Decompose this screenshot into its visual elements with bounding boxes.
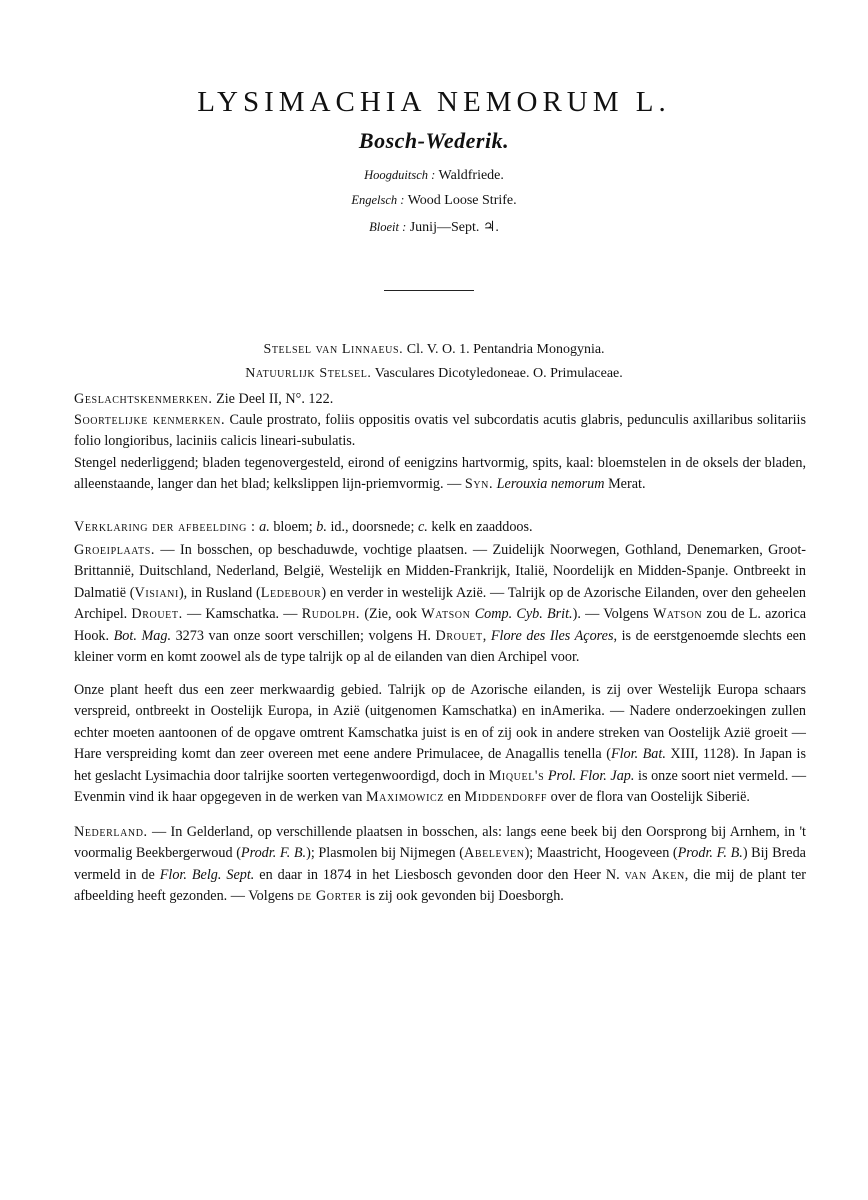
english-name-line xyxy=(0,193,868,209)
drouet-author-2: Drouet xyxy=(435,627,483,644)
syn-label: Syn. xyxy=(464,476,494,493)
dutch-description: Stengel nederliggend; bladen tegenovergesteld, eirond of eenigzins hartvormig, spits, kaal: bloemstelen in de oksels der bladen, alleenstaande, langer dan het blad; kelkslippen lijn-priemvormig. — xyxy=(74,455,806,493)
habitat-text-9: , is de eerstgenoemde slechts een kleiner vorm en komt zoowel als de type talrijk op al de eilanden van dien Archipel voor. xyxy=(74,627,807,666)
nl-text-6: , die mij de plant ter afbeelding heeft gezonden. — Volgens xyxy=(74,866,806,905)
genus-paragraph xyxy=(74,389,806,410)
natural-system-line xyxy=(0,366,868,382)
page-title: LYSIMACHIA NEMORUM L. xyxy=(197,86,671,118)
habitat-text-6: ). — Volgens xyxy=(572,606,649,623)
nl-text-2: ); Plasmolen bij Nijmegen ( xyxy=(306,845,464,862)
english-value: Wood Loose Strife. xyxy=(407,193,517,208)
genus-text: Zie Deel II, N°. 122. xyxy=(216,391,334,407)
habitat-label: Groeiplaats. xyxy=(74,542,155,558)
german-label: Hoogduitsch : xyxy=(364,168,436,182)
figure-label: Verklaring der afbeelding : xyxy=(74,519,256,535)
prodr-fb-ref-2: Prodr. F. B. xyxy=(677,845,743,862)
flor-bat-ref: Flor. Bat. xyxy=(610,746,666,763)
range-text-1: Onze plant heeft dus een zeer merkwaardig gebied. Talrijk op de Azorische eilanden, is zij over Westelijk Europa schaars verspreid, ontbreekt in Oostelijk Europa, in Azië (uitgenomen Kamschatka) en inAmerika. — Nadere onderzoekingen zullen echter moeten aantoonen of de opgave omtrent Kamschatka juist is en of zij ook in andere streken van Oostelijk Azië groeit — Hare verspreiding komt dan zeer overeen met eene andere Primulacee, de Anagallis tenella ( xyxy=(74,682,806,763)
netherlands-paragraph xyxy=(74,822,806,908)
de-gorter-author: de Gorter xyxy=(297,888,362,905)
range-text-4: en xyxy=(447,789,461,806)
habitat-text-5: (Zie, ook xyxy=(364,606,417,623)
flor-belg-ref: Flor. Belg. Sept. xyxy=(159,866,255,883)
species-text: Caule prostrato, foliis oppositis ovatis vel subcordatis acutis glabris, pedunculis axillaribus solitariis folio longioribus, laciniis calicis lineari-subulatis. xyxy=(74,412,806,450)
linnaeus-system-line xyxy=(0,342,868,358)
nl-text-4: ) Bij Breda vermeld in de xyxy=(74,845,806,883)
habitat-paragraph: Groeiplaats. — In bosschen, op beschaduwde, vochtige plaatsen. — Zuidelijk Noorwegen, Gothland, Denemarken, Groot-Brittannië, Duitschland, Nederland, België, Westelijk en Midden-Frankrijk, Italië, Noordelijk en Midden-Spanje. Ontbreekt in Dalmatië (Visiani), in Rusland (Ledebour) en verder in westelijk Azië. — Talrijk op de Azorische Eilanden, over den geheelen Archipel. Drouet. — Kamschatka. — Rudolph. (Zie, ook Watson Comp. Cyb. Brit.). — Volgens Watson zou de L. azorica Hook. Bot. Mag. 3273 van onze soort verschillen; volgens H. Drouet, Flore des Iles Açores, is de eerstgenoemde slechts een kleiner vorm en komt zoowel als de type talrijk op al de eilanden van dien Archipel voor. xyxy=(74,542,807,666)
comp-cyb-ref: Comp. Cyb. Brit. xyxy=(474,606,573,623)
figure-a-text: bloem; xyxy=(273,519,313,535)
dutch-description-paragraph xyxy=(74,453,806,496)
drouet-author: Drouet. xyxy=(131,606,183,623)
nl-text-1: — In Gelderland, op verschillende plaatsen in bosschen, als: langs eene beek bij den Oorsprong bij Arnhem, in 't voormalig Beekbergerwoud ( xyxy=(74,824,806,862)
range-text-5: over de flora van Oostelijk Siberië. xyxy=(550,789,750,806)
genus-label: Geslachtskenmerken. xyxy=(74,391,213,407)
natural-label: Natuurlijk Stelsel. xyxy=(245,366,372,381)
watson-author-2: Watson xyxy=(652,606,703,623)
nl-text-5: en daar in 1874 in het Liesbosch gevonden door den Heer N. xyxy=(259,866,620,883)
prol-flor-jap-ref: Prol. Flor. Jap. xyxy=(547,767,635,784)
figure-explanation-paragraph xyxy=(74,517,806,538)
german-value: Waldfriede. xyxy=(438,168,504,183)
species-paragraph xyxy=(74,410,806,453)
range-paragraph xyxy=(74,680,806,808)
figure-c-text: kelk en zaaddoos. xyxy=(431,519,533,535)
linnaeus-value: Cl. V. O. 1. Pentandria Monogynia. xyxy=(406,342,605,357)
figure-b-key: b. xyxy=(316,519,327,535)
habitat-text-3: ) en verder in westelijk Azië. — Talrijk op de Azorische Eilanden, over den geheelen Archipel. xyxy=(74,584,806,623)
watson-author: Watson xyxy=(421,606,471,623)
section-divider xyxy=(384,290,474,291)
visiani-author: Visiani xyxy=(134,584,179,601)
habitat-text-1: — In bosschen, op beschaduwde, vochtige plaatsen. — Zuidelijk Noorwegen, Gothland, Denemarken, Groot-Brittannië, Duitschland, Nederland, België, Westelijk en Midden-Frankrijk, Italië, Noordelijk en Midden-Spanje. Ontbreekt in Dalmatië ( xyxy=(74,542,806,601)
maximowicz-author: Maximowicz xyxy=(365,789,444,806)
flore-ref: Flore des Iles Açores xyxy=(490,627,614,644)
figure-b-text: id., doorsnede; xyxy=(330,519,415,535)
habitat-text-8: 3273 van onze soort verschillen; volgens H. xyxy=(175,627,431,644)
ledebour-author: Ledebour xyxy=(260,584,322,601)
syn-author: Merat. xyxy=(608,476,646,493)
syn-name: Lerouxia nemorum xyxy=(496,476,605,493)
german-name-line xyxy=(0,168,868,184)
habitat-text-7: zou de L. azorica Hook. xyxy=(74,606,807,644)
abeleven-author: Abeleven xyxy=(463,845,525,862)
figure-c-key: c. xyxy=(417,519,428,535)
range-text-2: XIII, 1128). In Japan is het geslacht Lysimachia door talrijke soorten vertegenwoordigd, doch in xyxy=(74,746,806,784)
nl-text-7: is zij ook gevonden bij Doesborgh. xyxy=(365,888,564,905)
figure-a-key: a. xyxy=(259,519,270,535)
netherlands-label: Nederland. xyxy=(74,824,148,840)
rudolph-author: Rudolph. xyxy=(301,606,361,623)
miquel-author: Miquel's xyxy=(488,767,545,784)
nl-text-3: ); Maastricht, Hoogeveen ( xyxy=(524,845,678,862)
prodr-fb-ref: Prodr. F. B. xyxy=(240,845,307,862)
habitat-text-2: ), in Rusland ( xyxy=(178,584,261,601)
species-label: Soortelijke kenmerken. xyxy=(74,412,226,428)
habitat-text-4: — Kamschatka. — xyxy=(186,606,298,623)
bot-mag-ref: Bot. Mag. xyxy=(113,627,171,644)
natural-value: Vasculares Dicotyledoneae. O. Primulaceae. xyxy=(374,366,623,381)
english-label: Engelsch : xyxy=(351,193,405,207)
linnaeus-label: Stelsel van Linnaeus. xyxy=(263,342,404,357)
bloom-label: Bloeit : xyxy=(369,220,407,234)
bloom-line xyxy=(0,219,868,236)
dutch-name-subtitle: Bosch-Wederik. xyxy=(358,128,510,153)
bloom-value: Junij—Sept. ♃. xyxy=(409,220,499,235)
range-text-3: is onze soort niet vermeld. — Evenmin vind ik haar opgegeven in de werken van xyxy=(74,767,807,806)
van-aken-author: van Aken xyxy=(624,866,685,883)
middendorff-author: Middendorff xyxy=(464,789,548,806)
